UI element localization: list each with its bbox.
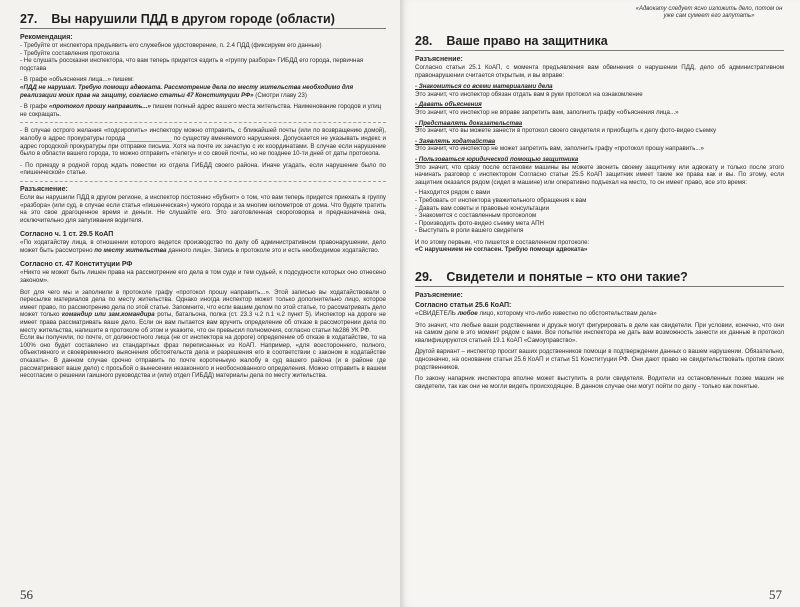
page-number: 56	[20, 587, 33, 602]
right-page-title: 28. Ваше право на защитника	[415, 34, 784, 51]
explanation-heading: Разъяснение:	[415, 292, 463, 300]
divider	[20, 122, 386, 123]
article-heading: Согласно ч. 1 ст. 29.5 КоАП	[20, 231, 114, 239]
protocol-statement: «С нарушением не согласен. Требую помощи адвоката»	[415, 246, 588, 254]
explanation-text: Если вы нарушили ПДД в другом регионе, а инспектор постоянно «бубнит» о том, что вам теперь придется приехать в группу «разбора» (или суд, в случае если статья «пишенческая») чужого города и за многим километров от дома. Что будете тратить на это свое драгоценное время и деньги. Не слушайте его. Это заготовленная скороговорка и предназначена она, исключительно для запугивания водителя.	[20, 193, 386, 224]
article-text: «СВИДЕТЕЛЬ любое лицо, которому что-либо известно по обстоятельствам дела»	[415, 310, 657, 318]
right-item: - Давать объяснения Это значит, что инспектор не вправе запретить вам, заполнить графу «объяснения лица...»	[415, 101, 679, 116]
protocol-intro: И по этому первым, что пишется в составленном протоколе:	[415, 238, 590, 246]
article-text: «По ходатайству лица, в отношении которого ведется производство по делу об административном правонарушении, дело может быть рассмотрено по месту жительства данного лица». Запись в протоколе это и есть необходимое ходатайство.	[20, 239, 386, 254]
right-page	[400, 0, 800, 607]
witness-paragraph: Другой вариант – инспектор просит ваших родственников помощи в подтверждении данных о вашем нарушении. Обязательно, однозначно, на основании статьи 25.6 КоАП и статьи 51 Конституции РФ. Они дают право не свидетельствовать против своих родственников.	[415, 348, 784, 371]
defender-item: - Производить фото-видео съемку мета АПН	[415, 219, 545, 227]
intro-text: Согласно статьи 25.1 КоАП, с момента предъявления вам обвинения о нарушении ПДД, дело об административном правонарушении считается открытым, и вы вправе:	[415, 64, 784, 79]
graph1-paragraph: - В графе «объяснения лица...» пишем: «ПДД не нарушал. Требую помощи адвоката. Рассмотрение дела по месту жительства необходимо для реализации моих прав на защиту, согласно статьи 47 Конституции РФ» (Смотри главу 23)	[20, 76, 354, 99]
rec-item: - Не слушать россказни инспектора, что вам теперь придется ездить в «группу разбора» ГИБДД его города, первичная подстава	[20, 57, 364, 72]
rec-item: - Требуйте от инспектора предъявить его служебное удостоверение, п. 2.4 ПДД (фиксируем его данные)	[20, 42, 322, 49]
right-item: - Представлять доказательства Это значит, что вы можете занести в протокол своего свидетеля и приобщить к делу фото-видео съемку	[415, 119, 717, 135]
left-page-title: 27. Вы нарушили ПДД в другом городе (области)	[20, 12, 386, 29]
defender-item: - Давать вам советы и правовые консультации	[415, 204, 550, 212]
refusal-paragraph: Если вы получили, по почте, от должностного лица (не от инспектора на дороге) определение об отказе в ходатайстве, то на 100% оно будет составлено из стандартных фраз переписанных из КоАП. Например, «для всестороннего, полного, объективного и своевременного выяснения обстоятельств дела и разрешения его в соответствии с законом в ходатайстве отказать». В данном случае срочно отправить по почте коротенькую жалобу в суд вашего района (и в районе где рассматривают ваше дело) с просьбой о вынесении незаконного и необоснованного определения. Можно отправить в вашем несогласии о решении гаишного руководства и (или) отдел ГИБДД) материалы дела по месту жительства.	[20, 334, 386, 380]
divider	[20, 181, 386, 182]
defender-item: - Требовать от инспектора уважительного обращения к вам	[415, 196, 587, 204]
explanation-heading: Разъяснение:	[415, 56, 463, 63]
article-text: «Никто не может быть лишен права на рассмотрение его дела в том суде и тем судьей, к подсудности которых оно отнесено законом».	[20, 269, 386, 285]
right-item: - Знакомиться со всеми материалами дела Это значит, что инспектор обязан отдать вам в руки протокол на ознакомление	[415, 83, 643, 98]
defender-item: - Знакомится с составленным протоколом	[415, 212, 537, 220]
arrival-paragraph: - По приезду в родной город ждать повестки из отдела ГИБДД своего района. Иначе угадать, если нарушение было по «пишенческой» статье.	[20, 161, 386, 177]
right-item: - Пользоваться юридической помощью защитника Это значит, что сразу после остановки машины вы можете звонить своему защитнику или адвокату и только после этого начинать разговор с инспектором Согласно статьи 25.5 КоАП защитник имеет такие же права как и вы. По этому, если защитник оказался рядом (сидел в машине) или оперативно подъехал на место, то он имеет право, все это время:	[415, 155, 784, 186]
graph2-paragraph: - В графе «протокол прошу направить...» пишем полный адрес вашего места жительства. Наименование городов и улиц не сокращать.	[20, 103, 382, 118]
article-heading: Согласно статьи 25.6 КоАП:	[415, 302, 512, 310]
complaint-paragraph: - В случае острого желания «подсиропить» инспектору можно отправить, с ближайшей почты (или по возвращению домой), жалобу в адрес прокуратуры города _____________ по существу вменяемого нарушения. Допускается не указывать индекс и адрес городской прокуратуры при отправке письма. Хотя на почте их зачастую с их координатами. В случае если нарушение было в области вашего города, то можно отправить «телегу» и со своей почты, но не позднее 10-ти дней от даты протокола.	[20, 127, 386, 158]
section-title: 29. Свидетели и понятые – кто они такие?	[415, 270, 784, 287]
rec-item: - Требуйте составления протокола	[20, 49, 120, 57]
article-heading: Согласно ст. 47 Конституции РФ	[20, 261, 133, 269]
record-paragraph: Вот для чего мы и заполнили в протоколе графу «протокол прошу направить...». Этой записью вы ходатайствовали о пересылке материалов дела по месту жительства. Однако иногда инспектор может только дополнительно лицо, которое имеет право, по рассмотрению дела по этой статье. Запомните, что если вашим делом по этой статье, то рассматривать дело может только командир или зам.командира роты, батальона, полка (ст. 23.3 ч.2 п.1 ч.2 пункт 5). Инспектор на дороге не имеет права рассматривать ваше дело. Если он вам пытается вам вручить определение об отказе в рассмотрении дела по месту жительства, напишите в протоколе об этом и укажите, что он превысил полномочия, согласно статьи №286 УК РФ.	[20, 288, 386, 334]
recommendation-heading: Рекомендация:	[20, 34, 73, 41]
page-number: 57	[769, 587, 782, 602]
witness-paragraph: Это значит, что любые ваши родственники и друзья могут фигурировать в деле как свидетели. При условии, конечно, что они на самом деле в это момент рядом с вами. Все попытки инспектора не дать вам возможность занести их данные в протокол квалифицируются статьей 19.1 КоАП «Самоуправство».	[415, 321, 784, 344]
defender-item: - Выступать в роли вашего свидетеля	[415, 227, 524, 235]
defender-item: - Находится рядом с вами	[415, 189, 490, 197]
witness-paragraph: По закону напарник инспектора вполне может выступить в роли свидетеля. Водители из остановленных позже машин не свидетели, так как они не могли видеть происходящее. В данном случае они могут пойти по делу - только как понятые.	[415, 375, 784, 390]
right-item: - Заявлять ходатайства Это значит, что инспектор не может запретить вам, заполнить графу «протокол прошу направить...»	[415, 137, 704, 153]
epigraph-quote: «Адвокату следует ясно изложить дело, потом он уже сам сумеет его запутать»	[635, 6, 783, 20]
explanation-heading: Разъяснение:	[20, 185, 68, 193]
